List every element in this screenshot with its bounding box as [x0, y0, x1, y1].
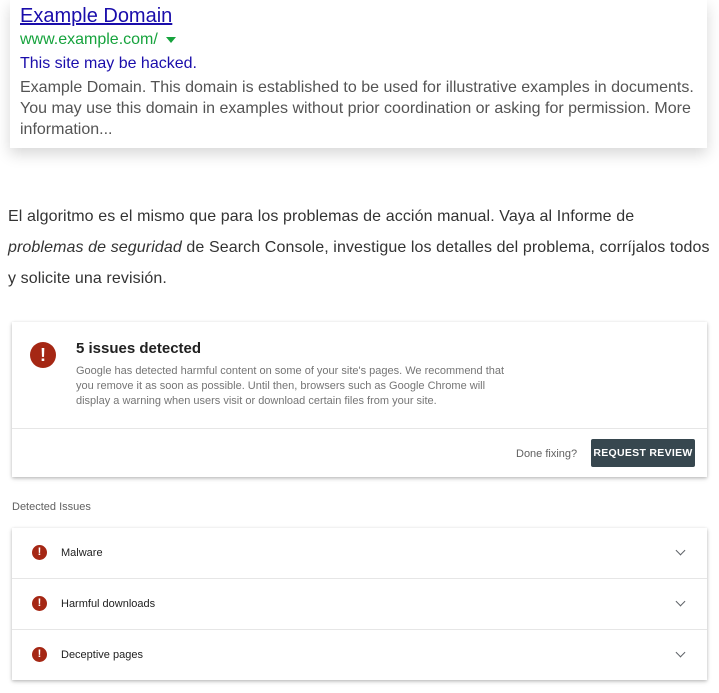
done-fixing-label: Done fixing?: [516, 448, 578, 460]
issue-label: Malware: [61, 547, 103, 559]
hacked-warning-link[interactable]: This site may be hacked.: [20, 55, 197, 72]
issues-description: Google has detected harmful content on some of your site's pages. We recommend that you remove it as soon as possible. Until then, browsers such as Google Chrome will display a warning when users visit or download certain files from your site.: [76, 365, 505, 407]
error-icon: !: [32, 647, 47, 662]
explanation-part1: El algoritmo es el mismo que para los problemas de acción manual. Vaya al Informe de: [8, 208, 635, 225]
card-divider: [12, 428, 707, 429]
issue-row-deceptive-pages[interactable]: [12, 630, 707, 680]
chevron-down-icon[interactable]: [676, 597, 686, 607]
error-icon: !: [30, 342, 56, 368]
chevron-down-icon[interactable]: [676, 546, 686, 556]
search-result-card: [10, 0, 707, 148]
issue-row-harmful-downloads[interactable]: [12, 579, 707, 630]
detected-issues-heading: Detected Issues: [12, 501, 91, 513]
issue-row-malware[interactable]: [12, 528, 707, 579]
error-icon: !: [32, 545, 47, 560]
explanation-part3: de Search Console, investigue los detalles del problema, corríjalos todos y solicite una revisión.: [8, 239, 710, 287]
security-issues-card: [12, 322, 707, 477]
result-url-text: www.example.com/: [20, 31, 158, 48]
explanation-report-name: problemas de seguridad: [8, 239, 182, 256]
detected-issues-list: [12, 528, 707, 680]
chevron-down-icon[interactable]: [676, 648, 686, 658]
request-review-button[interactable]: REQUEST REVIEW: [591, 439, 695, 467]
result-snippet: Example Domain. This domain is established to be used for illustrative examples in documents. You may use this domain in examples without prior coordination or asking for permission. More information...: [20, 79, 694, 138]
result-title-link[interactable]: Example Domain: [20, 5, 173, 27]
issue-label: Harmful downloads: [61, 598, 156, 610]
issues-count-title: 5 issues detected: [76, 340, 202, 357]
error-icon: !: [32, 596, 47, 611]
issue-label: Deceptive pages: [61, 649, 143, 661]
explanation-paragraph: [8, 201, 713, 294]
dropdown-arrow-icon[interactable]: [166, 37, 176, 43]
result-url[interactable]: [20, 30, 176, 50]
